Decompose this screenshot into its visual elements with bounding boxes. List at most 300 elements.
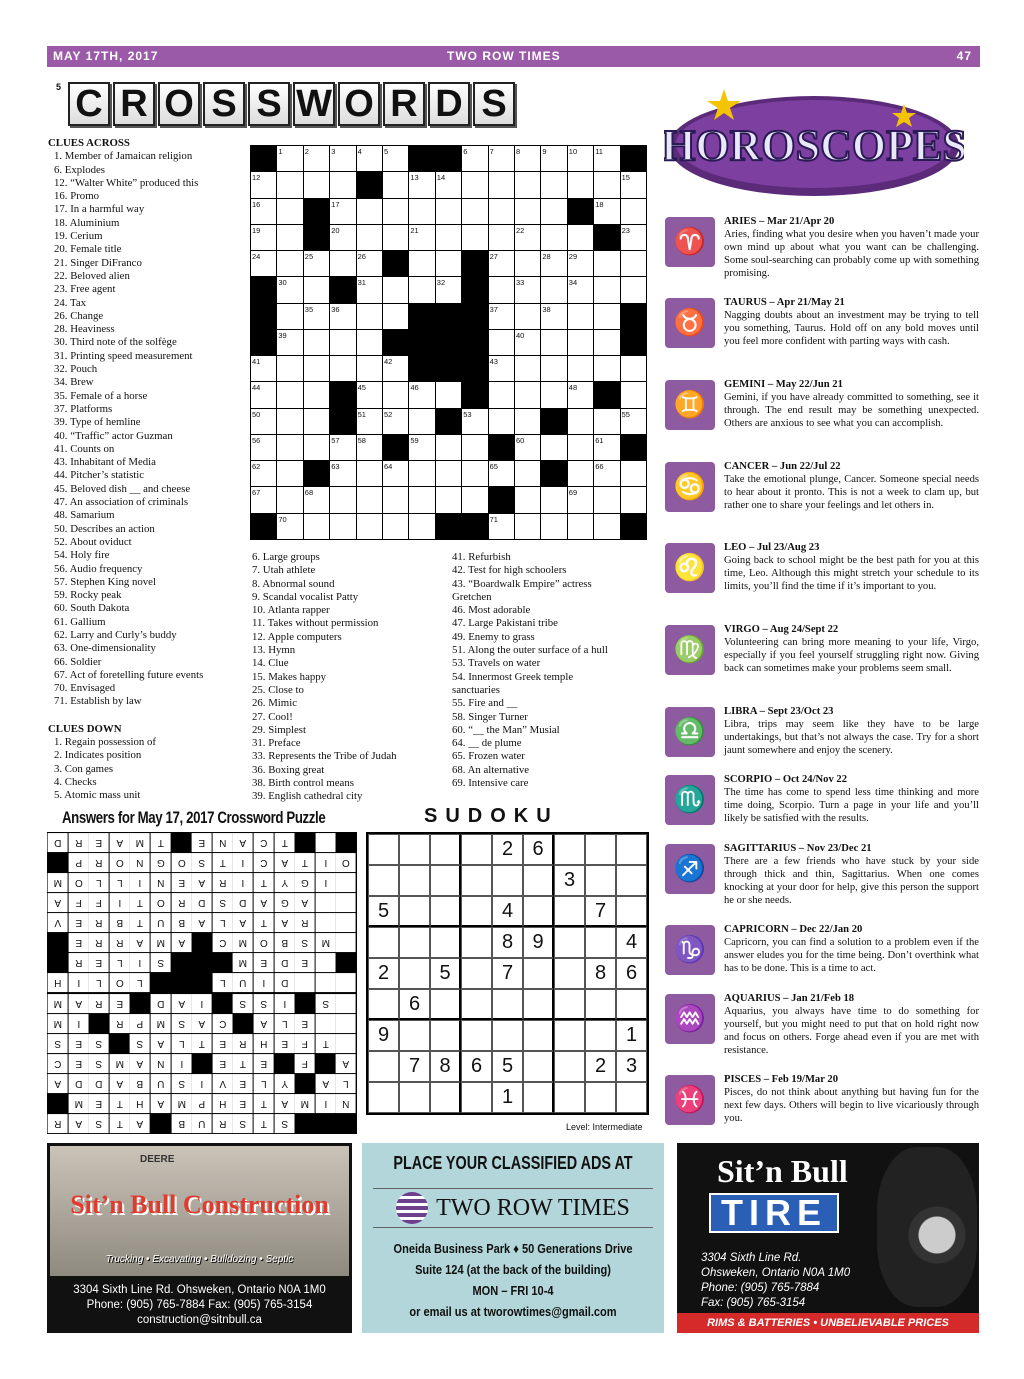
horoscopes-logo [664, 84, 964, 200]
sudoku-cell [554, 927, 585, 958]
puzzle-number: 5 [56, 82, 62, 92]
grid-cell: 36 [330, 304, 355, 329]
grid-cell [515, 304, 540, 329]
classified-headline: PLACE YOUR CLASSIFIED ADS AT [393, 1153, 633, 1173]
title-letter: O [338, 82, 380, 126]
classified-line4[interactable]: or email us at tworowtimes@gmail.com [409, 1304, 617, 1319]
answer-cell: O [172, 853, 192, 872]
clue-item: 60. South Dakota [54, 602, 130, 615]
horoscope-text: Going back to school might be the best path for you at this time, Leo. Although this might stretch your schedule to its limits, you’ll find the time if it’s important to you. [724, 555, 979, 592]
sudoku-cell: 9 [523, 927, 554, 958]
answer-cell: B [110, 913, 130, 932]
answer-cell [336, 893, 356, 912]
grid-cell: 5 [383, 146, 408, 171]
grid-cell [277, 225, 302, 250]
grid-cell [541, 199, 566, 224]
horoscopes-banner [664, 84, 964, 200]
black-square [295, 833, 315, 852]
sudoku-cell [399, 896, 430, 927]
grid-cell: 29 [568, 251, 593, 276]
answer-cell: T [130, 913, 150, 932]
answer-cell: P [69, 853, 89, 872]
answer-cell: C [254, 853, 274, 872]
answer-cell: M [48, 994, 68, 1013]
answer-cell: P [130, 1014, 150, 1033]
black-square [621, 304, 646, 329]
grid-cell [541, 277, 566, 302]
sudoku-cell: 8 [430, 1051, 461, 1082]
answer-cell: L [213, 913, 233, 932]
answer-cell: C [254, 833, 274, 852]
answer-cell [316, 973, 336, 992]
grid-cell: 16 [251, 199, 276, 224]
answer-cell: U [151, 1074, 171, 1093]
answer-cell: T [110, 1094, 130, 1113]
answer-cell: R [48, 1114, 68, 1133]
black-square [304, 461, 329, 486]
answer-cell: E [192, 833, 212, 852]
black-square [462, 304, 487, 329]
answer-cell: L [89, 873, 109, 892]
clue-item: 38. Birth control means [252, 777, 354, 790]
clue-item: 49. Enemy to grass [452, 630, 535, 643]
sudoku-cell [399, 865, 430, 896]
answer-cell: R [89, 933, 109, 952]
grid-cell [383, 487, 408, 512]
grid-cell: 30 [277, 277, 302, 302]
answer-cell: H [130, 1094, 150, 1113]
answer-cell: S [254, 994, 274, 1013]
page-header [47, 46, 980, 67]
clue-item: 65. Frozen water [452, 750, 525, 763]
answer-cell [316, 893, 336, 912]
sudoku-cell [368, 989, 399, 1020]
zodiac-icon: ♌ [665, 543, 715, 593]
answer-cell: E [89, 953, 109, 972]
sudoku-cell [492, 1020, 523, 1051]
grid-cell [357, 330, 382, 355]
clue-item: 39. Type of hemline [54, 416, 141, 429]
grid-cell: 59 [409, 435, 434, 460]
grid-cell [409, 409, 434, 434]
answer-cell: D [233, 893, 253, 912]
sudoku-cell: 4 [492, 896, 523, 927]
black-square [251, 514, 276, 539]
zodiac-icon: ♋ [665, 462, 715, 512]
grid-cell [568, 461, 593, 486]
grid-cell [436, 435, 461, 460]
answer-cell: B [130, 1074, 150, 1093]
answer-cell: M [151, 933, 171, 952]
grid-cell [621, 382, 646, 407]
clue-item: 14. Clue [252, 657, 289, 670]
sudoku-cell: 3 [554, 865, 585, 896]
answer-cell: O [151, 893, 171, 912]
answer-cell: S [233, 994, 253, 1013]
clue-item: 1. Member of Jamaican religion [54, 150, 193, 163]
horoscope-entry [724, 1073, 979, 1125]
grid-cell: 53 [462, 409, 487, 434]
answer-cell: A [110, 1074, 130, 1093]
horoscope-entry [724, 296, 979, 348]
answer-cell: A [336, 1054, 356, 1073]
black-square [336, 953, 356, 972]
grid-cell [409, 251, 434, 276]
answer-cell: M [151, 1014, 171, 1033]
clue-item: 26. Mimic [252, 697, 297, 710]
clue-item: 30. Third note of the solfège [54, 336, 177, 349]
grid-cell: 28 [541, 251, 566, 276]
answer-cell: S [48, 1034, 68, 1053]
grid-cell [621, 487, 646, 512]
answer-cell: A [192, 1014, 212, 1033]
title-letter: S [248, 82, 290, 126]
grid-cell [489, 330, 514, 355]
clue-item: 17. In a harmful way [54, 203, 145, 216]
sudoku-cell [523, 896, 554, 927]
horoscope-entry [724, 623, 979, 675]
answer-cell: L [110, 953, 130, 972]
answer-cell: N [213, 833, 233, 852]
grid-cell [462, 199, 487, 224]
answer-cell: F [69, 893, 89, 912]
answer-cell: S [89, 1114, 109, 1133]
answer-cell: M [316, 933, 336, 952]
black-square [295, 1074, 315, 1093]
clue-item: 12. “Walter White” produced this [54, 176, 199, 189]
grid-cell [594, 356, 619, 381]
black-square [621, 435, 646, 460]
black-square [436, 304, 461, 329]
horoscope-text: Aquarius, you always have time to do something for yourself, but you might need to put that on hold right now and focus on others. Forge ahead even if you are met with resistance. [724, 1006, 979, 1056]
grid-cell [515, 514, 540, 539]
clue-item: 50. Describes an action [54, 522, 155, 535]
clue-item: 67. Act of foretelling future events [54, 668, 204, 681]
answer-cell: I [192, 1074, 212, 1093]
answer-cell: S [130, 1034, 150, 1053]
clue-item: 54. Innermost Greek temple [452, 670, 574, 683]
answer-cell: N [130, 853, 150, 872]
grid-cell: 23 [621, 225, 646, 250]
clue-item: 47. An association of criminals [54, 496, 189, 509]
answer-cell: A [192, 913, 212, 932]
sudoku-cell [461, 896, 492, 927]
grid-cell [436, 461, 461, 486]
answer-cell: I [233, 873, 253, 892]
answer-cell: O [110, 973, 130, 992]
black-square [436, 356, 461, 381]
answer-cell: R [89, 913, 109, 932]
answers-title: Answers for May 17, 2017 Crossword Puzzle [62, 808, 326, 827]
grid-cell [515, 382, 540, 407]
answer-cell: F [295, 1034, 315, 1053]
clue-item: 48. Samarium [54, 509, 115, 522]
answer-cell: D [48, 833, 68, 852]
answer-cell: I [172, 1054, 192, 1073]
sudoku-grid [366, 832, 649, 1115]
grid-cell [330, 514, 355, 539]
clue-item: 36. Boxing great [252, 763, 325, 776]
clue-item: 34. Brew [54, 376, 94, 389]
answer-cell: M [233, 933, 253, 952]
clue-item: 61. Gallium [54, 615, 106, 628]
classified-logo-text: TWO ROW TIMES [436, 1194, 630, 1221]
grid-cell: 27 [489, 251, 514, 276]
black-square [594, 382, 619, 407]
clue-item: 4. Checks [54, 775, 97, 788]
sudoku-cell [461, 834, 492, 865]
answer-cell [336, 994, 356, 1013]
grid-cell [436, 382, 461, 407]
black-square [251, 330, 276, 355]
answer-cell: R [89, 994, 109, 1013]
sudoku-cell [554, 834, 585, 865]
clue-item: 52. About oviduct [54, 535, 132, 548]
sudoku-cell: 2 [492, 834, 523, 865]
grid-cell: 57 [330, 435, 355, 460]
clue-item: 2. Indicates position [54, 749, 142, 762]
answer-cell: T [233, 1054, 253, 1073]
grid-cell [357, 461, 382, 486]
black-square [89, 1014, 109, 1033]
sudoku-cell: 4 [616, 927, 647, 958]
sudoku-cell [430, 865, 461, 896]
sudoku-cell [585, 1082, 616, 1113]
grid-cell [541, 382, 566, 407]
grid-cell [436, 199, 461, 224]
black-square [594, 225, 619, 250]
grid-cell [357, 225, 382, 250]
grid-cell: 48 [568, 382, 593, 407]
grid-cell [515, 199, 540, 224]
grid-cell [515, 409, 540, 434]
horoscope-entry [724, 773, 979, 825]
clue-item: 31. Printing speed measurement [54, 349, 193, 362]
grid-cell [304, 277, 329, 302]
grid-cell [541, 487, 566, 512]
clue-item: 43. “Boardwalk Empire” actress [452, 577, 592, 590]
sudoku-cell [616, 865, 647, 896]
clue-item: 46. Most adorable [452, 604, 531, 617]
answer-cell [336, 913, 356, 932]
sudoku-cell: 1 [492, 1082, 523, 1113]
grid-cell [383, 199, 408, 224]
clues-down-heading: CLUES DOWN [48, 722, 122, 735]
black-square [304, 225, 329, 250]
grid-cell: 32 [436, 277, 461, 302]
clue-item: 24. Tax [54, 296, 87, 309]
sudoku-cell [616, 1082, 647, 1113]
black-square [192, 1054, 212, 1073]
grid-cell: 43 [489, 356, 514, 381]
sudoku-cell [554, 1051, 585, 1082]
grid-cell [594, 172, 619, 197]
horoscope-text: Gemini, if you have already committed to something, see it through. The end result may be something unexpected. Others are anxious to see what you can accomplish. [724, 392, 979, 429]
clue-item: 41. Refurbish [452, 551, 511, 563]
grid-cell [621, 461, 646, 486]
black-square [316, 1114, 336, 1133]
grid-cell [436, 225, 461, 250]
answer-cell [336, 933, 356, 952]
black-square [436, 514, 461, 539]
black-square [251, 304, 276, 329]
answer-cell: V [213, 1074, 233, 1093]
clue-item: 64. __ de plume [452, 737, 522, 750]
grid-cell [436, 487, 461, 512]
black-square [621, 514, 646, 539]
black-square [462, 382, 487, 407]
sudoku-cell [554, 989, 585, 1020]
classified-line2: Suite 124 (at the back of the building) [415, 1262, 611, 1277]
answer-cell: R [110, 1014, 130, 1033]
answer-cell: A [69, 1114, 89, 1133]
black-square [192, 973, 212, 992]
black-square [48, 853, 68, 872]
clue-item: 37. Platforms [54, 402, 113, 415]
grid-cell: 4 [357, 146, 382, 171]
answer-cell: A [48, 893, 68, 912]
answer-cell: D [275, 953, 295, 972]
sudoku-cell [430, 896, 461, 927]
answer-cell: S [151, 953, 171, 972]
grid-cell [462, 487, 487, 512]
grid-cell [277, 172, 302, 197]
horoscope-entry [724, 923, 979, 975]
classified-line1: Oneida Business Park ♦ 50 Generations Drive [393, 1241, 633, 1256]
answer-cell: A [130, 1114, 150, 1133]
grid-cell [357, 356, 382, 381]
black-square [541, 409, 566, 434]
clue-item: 13. Hymn [252, 644, 296, 657]
clue-item: 21. Singer DiFranco [54, 256, 142, 269]
black-square [409, 304, 434, 329]
sudoku-cell [492, 865, 523, 896]
grid-cell [357, 304, 382, 329]
grid-cell [541, 356, 566, 381]
answer-cell: T [151, 833, 171, 852]
answer-cell: E [233, 1074, 253, 1093]
grid-cell: 46 [409, 382, 434, 407]
answer-cell: H [48, 973, 68, 992]
sudoku-cell [585, 927, 616, 958]
answer-cell: I [130, 953, 150, 972]
grid-cell: 8 [515, 146, 540, 171]
clue-item: 70. Envisaged [54, 682, 116, 695]
grid-cell [436, 251, 461, 276]
black-square [110, 1034, 130, 1053]
black-square [330, 409, 355, 434]
grid-cell [568, 225, 593, 250]
zodiac-icon: ♊ [665, 380, 715, 430]
sudoku-cell: 6 [616, 958, 647, 989]
construction-email[interactable]: construction@sitnbull.ca [137, 1314, 262, 1326]
clue-item: 3. Con games [54, 762, 114, 775]
grid-cell [462, 435, 487, 460]
answer-cell [316, 1014, 336, 1033]
grid-cell [568, 330, 593, 355]
construction-name: Sit’n Bull Construction [70, 1190, 329, 1219]
grid-cell [304, 409, 329, 434]
horoscope-entry [724, 460, 979, 512]
sudoku-cell [554, 958, 585, 989]
grid-cell: 26 [357, 251, 382, 276]
answer-cell: S [213, 893, 233, 912]
answer-cell: A [130, 1054, 150, 1073]
sudoku-cell [492, 989, 523, 1020]
answer-cell: I [192, 994, 212, 1013]
tire-address2: Ohsweken, Ontario N0A 1M0 [701, 1267, 851, 1279]
grid-cell [357, 487, 382, 512]
answer-cell: S [89, 1034, 109, 1053]
answer-cell: A [295, 893, 315, 912]
black-square [295, 994, 315, 1013]
answer-cell: C [213, 1014, 233, 1033]
clue-item: 5. Atomic mass unit [54, 789, 141, 802]
sudoku-cell [368, 927, 399, 958]
grid-cell [568, 172, 593, 197]
clue-item: 63. One-dimensionality [54, 642, 156, 655]
horoscope-entry [724, 842, 979, 907]
sudoku-cell: 8 [585, 958, 616, 989]
grid-cell: 71 [489, 514, 514, 539]
answer-cell: O [69, 873, 89, 892]
sudoku-cell [368, 865, 399, 896]
clue-item: 11. Takes without permission [252, 617, 379, 630]
grid-cell [330, 487, 355, 512]
grid-cell [277, 356, 302, 381]
answer-cell: R [69, 953, 89, 972]
title-letter: D [428, 82, 470, 126]
grid-cell: 61 [594, 435, 619, 460]
grid-cell [489, 277, 514, 302]
grid-cell [330, 172, 355, 197]
clue-item: 19. Cerium [54, 230, 103, 243]
answer-cell: T [275, 833, 295, 852]
answer-cell: A [172, 933, 192, 952]
zodiac-icon: ♉ [665, 298, 715, 348]
grid-cell [541, 330, 566, 355]
clue-item: 6. Explodes [54, 163, 105, 176]
horoscope-sign-title: TAURUS – Apr 21/May 21 [724, 297, 845, 308]
title-letter: R [383, 82, 425, 126]
answer-cell [316, 913, 336, 932]
black-square [251, 146, 276, 171]
horoscopes-title: HOROSCOPES [664, 121, 964, 170]
grid-cell [621, 199, 646, 224]
answer-cell: I [275, 994, 295, 1013]
black-square [172, 973, 192, 992]
sudoku-cell [368, 1082, 399, 1113]
grid-cell: 19 [251, 225, 276, 250]
sudoku-cell [461, 1082, 492, 1113]
grid-cell [277, 409, 302, 434]
answer-cell: A [151, 1034, 171, 1053]
sudoku-cell [461, 927, 492, 958]
sudoku-cell [461, 989, 492, 1020]
grid-cell: 34 [568, 277, 593, 302]
grid-cell: 24 [251, 251, 276, 276]
horoscope-sign-title: CANCER – Jun 22/Jul 22 [724, 461, 841, 472]
answer-cell: N [336, 1094, 356, 1113]
grid-cell: 69 [568, 487, 593, 512]
grid-cell: 37 [489, 304, 514, 329]
sudoku-cell [554, 1082, 585, 1113]
answer-cell: E [69, 933, 89, 952]
grid-cell: 11 [594, 146, 619, 171]
horoscope-text: The time has come to spend less time thinking and more time doing, Scorpio. Turn a page in your life and you’ll likely be satisfied with the results. [724, 787, 979, 824]
black-square [462, 277, 487, 302]
sudoku-cell [461, 865, 492, 896]
